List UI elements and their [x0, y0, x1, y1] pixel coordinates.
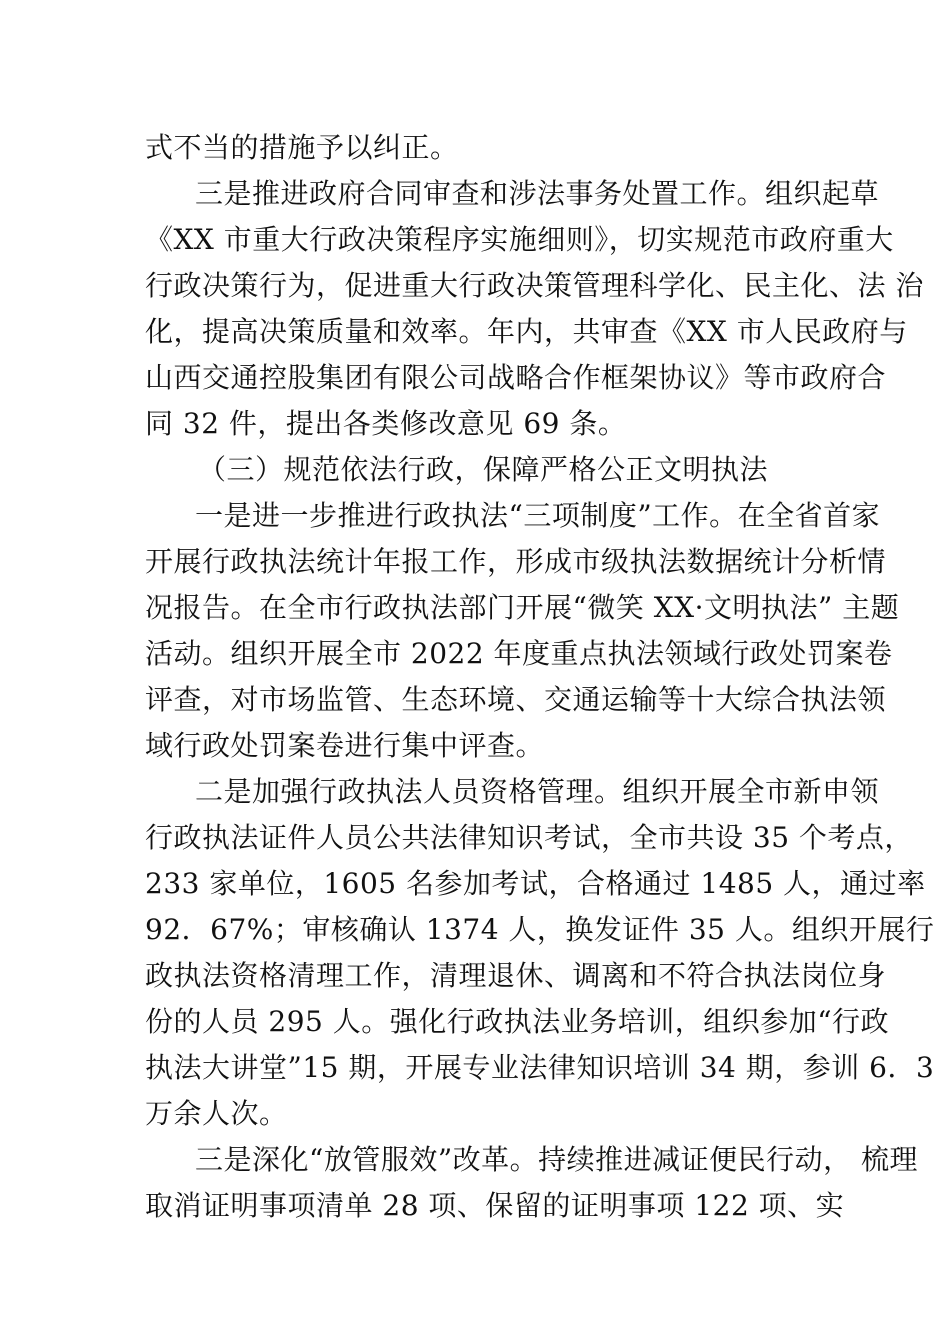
- text-line: 92．67%；审核确认 1374 人，换发证件 35 人。组织开展行: [145, 913, 935, 946]
- text-line: 活动。组织开展全市 2022 年度重点执法领域行政处罚案卷: [145, 637, 893, 670]
- text-line: 行政决策行为，促进重大行政决策管理科学化、民主化、法 治: [145, 269, 924, 302]
- text-line: 取消证明事项清单 28 项、保留的证明事项 122 项、实: [145, 1189, 845, 1222]
- text-line: 山西交通控股集团有限公司战略合作框架协议》等市政府合: [145, 361, 887, 394]
- text-line: 同 32 件，提出各类修改意见 69 条。: [145, 407, 627, 440]
- text-line: 政执法资格清理工作，清理退休、调离和不符合执法岗位身: [145, 959, 887, 992]
- text-line: 233 家单位，1605 名参加考试，合格通过 1485 人，通过率: [145, 867, 926, 900]
- text-line: 万余人次。: [145, 1097, 288, 1130]
- paragraph-first-line: 二是加强行政执法人员资格管理。组织开展全市新申领: [195, 775, 880, 808]
- paragraph-first-line: 三是推进政府合同审查和涉法事务处置工作。组织起草: [195, 177, 880, 210]
- text-line: 执法大讲堂”15 期，开展专业法律知识培训 34 期，参训 6．3: [145, 1051, 935, 1084]
- text-line: 化，提高决策质量和效率。年内，共审查《XX 市人民政府与: [145, 315, 908, 348]
- text-line: 《XX 市重大行政决策程序实施细则》，切实规范市政府重大: [145, 223, 894, 256]
- section-heading: （三）规范依法行政，保障严格公正文明执法: [198, 453, 769, 486]
- text-line: 式不当的措施予以纠正。: [145, 131, 459, 164]
- text-line: 评查，对市场监管、生态环境、交通运输等十大综合执法领: [145, 683, 887, 716]
- text-line: 域行政处罚案卷进行集中评查。: [145, 729, 545, 762]
- text-line: 开展行政执法统计年报工作，形成市级执法数据统计分析情: [145, 545, 887, 578]
- text-line: 行政执法证件人员公共法律知识考试，全市共设 35 个考点，: [145, 821, 913, 854]
- paragraph-first-line: 一是进一步推进行政执法“三项制度”工作。在全省首家: [195, 499, 881, 532]
- text-line: 况报告。在全市行政执法部门开展“微笑 XX·文明执法” 主题: [145, 591, 900, 624]
- paragraph-first-line: 三是深化“放管服效”改革。持续推进减证便民行动， 梳理: [195, 1143, 919, 1176]
- text-line: 份的人员 295 人。强化行政执法业务培训，组织参加“行政: [145, 1005, 890, 1038]
